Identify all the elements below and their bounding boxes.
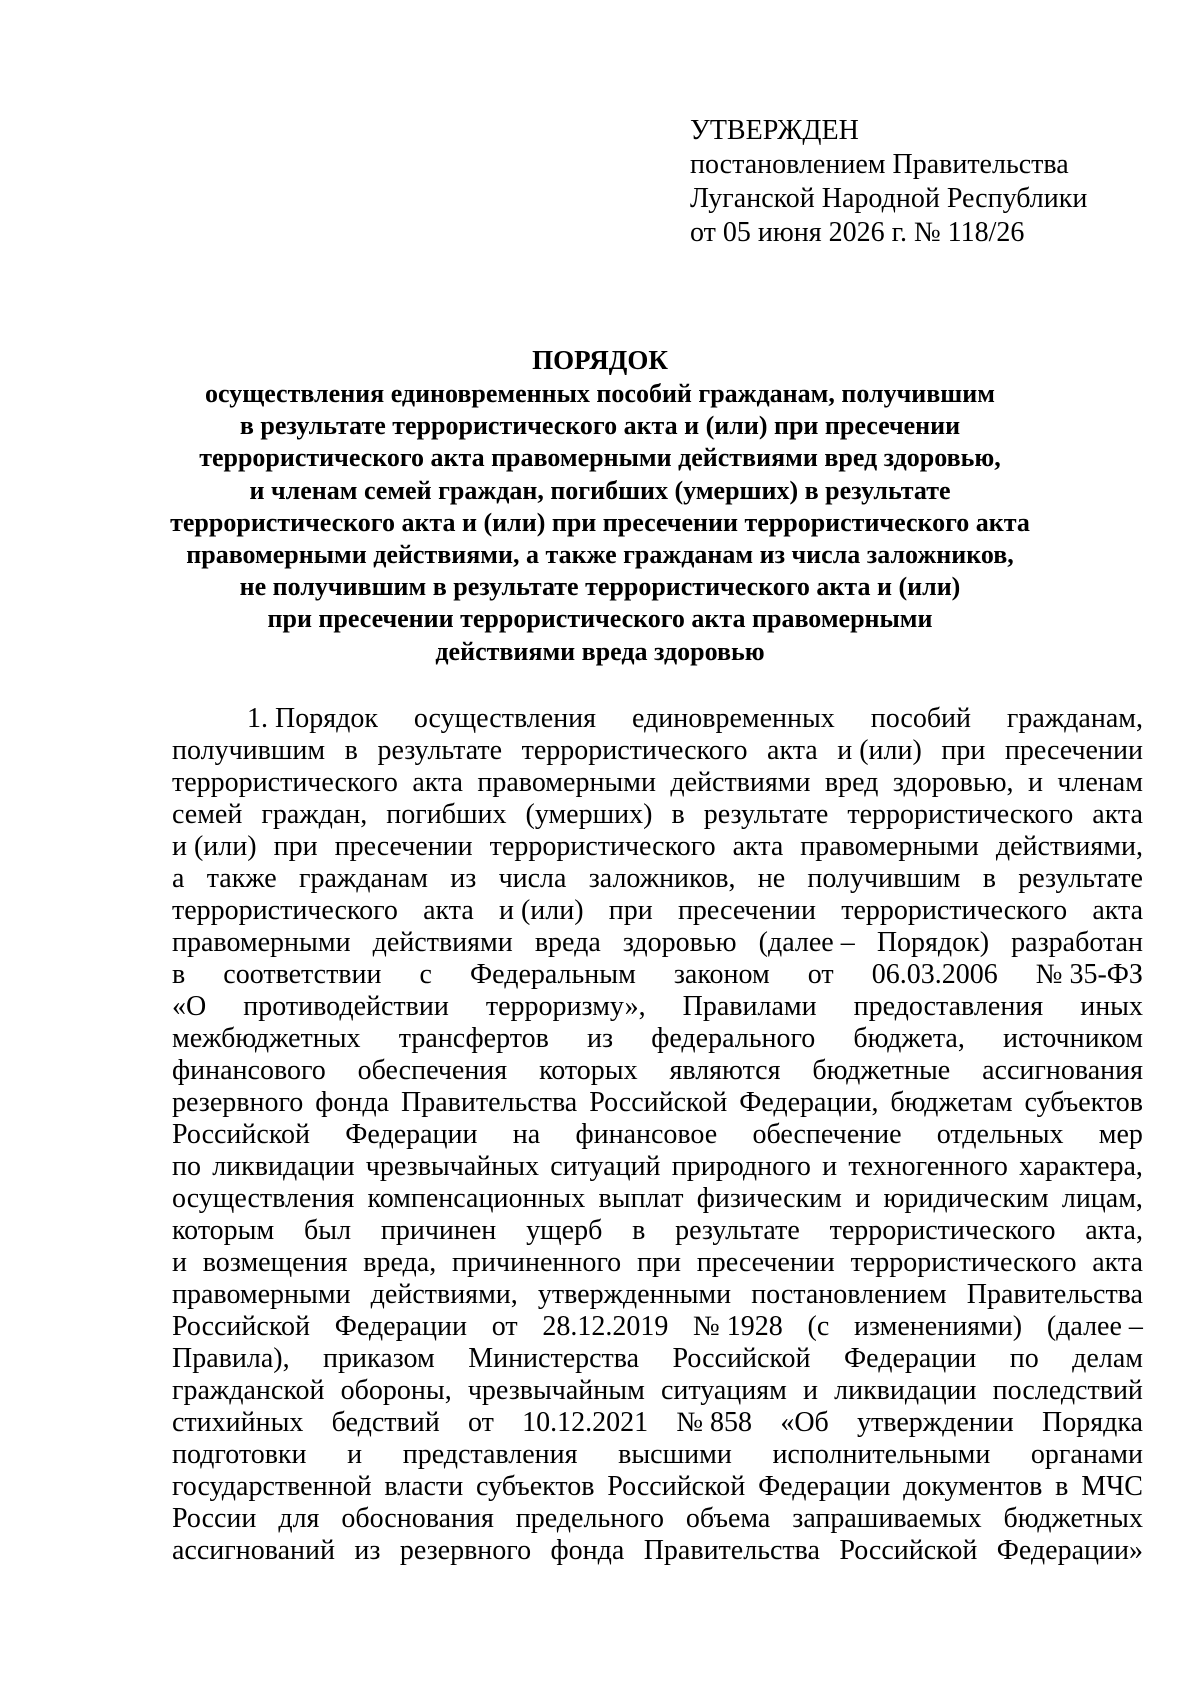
word: стихийных (172, 1407, 304, 1438)
word: при (941, 735, 986, 766)
paragraph-line (172, 1023, 1143, 1055)
word: Федерации (844, 1343, 977, 1374)
title-line: осуществления единовременных пособий гражданам, получившим (205, 379, 995, 408)
word: единовременных (631, 703, 835, 734)
word: Российской (172, 1119, 310, 1150)
word: техногенного (848, 1151, 1008, 1182)
word: подготовки (172, 1439, 307, 1470)
word: (далее – (1046, 1311, 1143, 1342)
word: Правилами (682, 991, 817, 1022)
word: пресечении (696, 1247, 835, 1278)
word: ассигнования (982, 1055, 1143, 1086)
paragraph-line (172, 1439, 1143, 1471)
word: Правительства (643, 1535, 820, 1566)
paragraph-line (172, 927, 1143, 959)
word: юридическим (883, 1183, 1049, 1214)
word: правомерными (477, 767, 656, 798)
word: физическим (696, 1183, 842, 1214)
word: причиненного (451, 1247, 622, 1278)
word: здоровью, (892, 767, 1014, 798)
word: исполнительными (772, 1439, 991, 1470)
title-line: террористического акта правомерными действиями вред здоровью, (199, 443, 1001, 473)
word: причинен (380, 1215, 497, 1246)
word: выплат (598, 1183, 684, 1214)
word: Российской (839, 1535, 978, 1566)
word: 28.12.2019 (542, 1311, 669, 1342)
paragraph-line (172, 1407, 1143, 1439)
word: иных (1080, 991, 1143, 1022)
word: действиями (670, 767, 811, 798)
word: результате (703, 799, 829, 830)
word: Российской (607, 1471, 746, 1502)
word: государственной (172, 1471, 372, 1502)
word: Правительства (401, 1087, 578, 1118)
approval-date-number: от 05 июня 2026 г. № 118/26 (690, 217, 1025, 248)
word: пособий (870, 703, 972, 734)
word: Федерации (758, 1471, 891, 1502)
word: результате (377, 735, 503, 766)
paragraph-line (172, 1343, 1143, 1375)
title-line: при пресечении террористического акта правомерными (267, 604, 933, 634)
paragraph-line (172, 735, 1143, 767)
word: правомерными (172, 1279, 351, 1310)
word: резервного (172, 1087, 304, 1118)
word: утвержденными (537, 1279, 732, 1310)
paragraph-line (172, 703, 1143, 735)
word: пресечении (677, 895, 817, 926)
title-line: террористического акта и (или) при пресечении террористического акта (170, 507, 1030, 537)
word: числа (498, 863, 567, 894)
word: лицам, (1061, 1183, 1143, 1214)
word: соответствии (223, 959, 382, 990)
word: фонда (550, 1535, 625, 1566)
word: граждан, (261, 799, 368, 830)
word: и (или) (837, 735, 922, 766)
word: террористического (172, 767, 398, 798)
paragraph-line (172, 1247, 1143, 1279)
word: бюджетных (1003, 1503, 1143, 1534)
word: фонда (315, 1087, 390, 1118)
word: России (172, 1503, 257, 1534)
paragraph-line (172, 863, 1143, 895)
paragraph-line (172, 1055, 1143, 1087)
word: террористического (489, 831, 716, 862)
paragraph-line (172, 1471, 1143, 1503)
word: Министерства (468, 1343, 640, 1374)
word: осуществления (413, 703, 597, 734)
word: органами (1030, 1439, 1143, 1470)
word: гражданской (172, 1375, 325, 1406)
word: постановлением (751, 1279, 947, 1310)
word: акта (423, 895, 474, 926)
word: и (или) (172, 831, 257, 862)
word: в (1055, 1471, 1069, 1502)
word: результате (675, 1215, 800, 1246)
word: погибших (386, 799, 507, 830)
word: (далее – (758, 927, 855, 958)
word: пресечении (334, 831, 473, 862)
word: являются (669, 1055, 781, 1086)
word: бюджетные (812, 1055, 951, 1086)
word: гражданам, (1006, 703, 1143, 734)
paragraph-line (172, 991, 1143, 1023)
word: субъектов (1024, 1087, 1143, 1118)
word: ситуаций (550, 1151, 661, 1182)
word: бюджетам (890, 1087, 1013, 1118)
word: при (608, 895, 653, 926)
word: осуществления (172, 1183, 355, 1214)
word: в (172, 959, 186, 990)
word: ситуациям (660, 1375, 787, 1406)
word: акта (1092, 895, 1143, 926)
word: которых (539, 1055, 638, 1086)
word: акта (1092, 799, 1143, 830)
word: терроризму», (485, 991, 646, 1022)
word: Российской (672, 1343, 811, 1374)
word: которым (172, 1215, 275, 1246)
paragraph-line (172, 1183, 1143, 1215)
word: от (807, 959, 834, 990)
word: власти (384, 1471, 464, 1502)
word: при (636, 1247, 681, 1278)
title-line: не получившим в результате террористического акта и (или) (239, 572, 961, 602)
word: не (757, 863, 786, 894)
word: а (172, 863, 185, 894)
word: (умерших) (525, 799, 653, 830)
word: межбюджетных (172, 1023, 361, 1054)
approval-heading: УТВЕРЖДЕН (690, 115, 859, 146)
document-title (120, 344, 1080, 668)
paragraph-line (172, 895, 1143, 927)
word: источником (1003, 1023, 1143, 1054)
word: № 1928 (693, 1311, 783, 1342)
word: изменениями) (854, 1311, 1023, 1342)
word: обороны, (340, 1375, 452, 1406)
word: при (273, 831, 318, 862)
word: обеспечения (357, 1055, 508, 1086)
word: Федерации» (996, 1535, 1143, 1566)
word: Российской (589, 1087, 728, 1118)
word: и (1027, 767, 1043, 798)
word: акта (767, 735, 818, 766)
word: последствий (992, 1375, 1143, 1406)
word: запрашиваемых (792, 1503, 982, 1534)
word: в (344, 735, 358, 766)
paragraph-line (172, 1087, 1143, 1119)
word: Правительства (966, 1279, 1143, 1310)
word: действиями, (370, 1279, 518, 1310)
word: бедствий (331, 1407, 440, 1438)
word: резервного (399, 1535, 532, 1566)
word: № 35-ФЗ (1035, 959, 1143, 990)
word: чрезвычайных (365, 1151, 540, 1182)
word: был (304, 1215, 352, 1246)
word: Порядка (1041, 1407, 1143, 1438)
approval-line: постановлением Правительства (690, 149, 1069, 180)
word: акта, (1085, 1215, 1143, 1246)
word: отдельных (936, 1119, 1064, 1150)
word: Федерации, (739, 1087, 879, 1118)
word: и (822, 1151, 838, 1182)
word: финансового (172, 1055, 326, 1086)
word: Федеральным (470, 959, 636, 990)
word: террористического (172, 895, 398, 926)
title-line: правомерными действиями, а также гражданам из числа заложников, (186, 540, 1014, 570)
word: террористического (847, 799, 1074, 830)
word: вред (824, 767, 879, 798)
word: Федерации (334, 1311, 467, 1342)
word: «Об (780, 1407, 829, 1438)
word: мер (1098, 1119, 1143, 1150)
word: результате (1018, 863, 1143, 894)
word: от (467, 1407, 494, 1438)
word: Российской (172, 1311, 310, 1342)
paragraph-line (172, 1215, 1143, 1247)
word: получившим (807, 863, 961, 894)
word: по (172, 1151, 201, 1182)
word: приказом (323, 1343, 435, 1374)
word: и (или) (498, 895, 584, 926)
word: субъектов (476, 1471, 595, 1502)
word: семей (172, 799, 243, 830)
word: действиями (372, 927, 513, 958)
word: федерального (651, 1023, 816, 1054)
word: утверждении (857, 1407, 1014, 1438)
title-line: и членам семей граждан, погибших (умерших) в результате (249, 475, 951, 505)
word: Федерации (345, 1119, 478, 1150)
word: заложников, (588, 863, 736, 894)
word: с (419, 959, 432, 990)
word: и (347, 1439, 363, 1470)
word: делам (1072, 1343, 1143, 1374)
paragraph-line (172, 1119, 1143, 1151)
word: также (206, 863, 277, 894)
title-line: действиями вреда здоровью (435, 636, 765, 666)
word: компенсационных (367, 1183, 586, 1214)
approval-line: Луганской Народной Республики (690, 183, 1088, 214)
word: на (512, 1119, 541, 1150)
word: в (632, 1215, 646, 1246)
word: акта (732, 831, 784, 862)
word: (с (807, 1311, 830, 1342)
word: ущерб (526, 1215, 603, 1246)
paragraph-line (172, 1535, 1143, 1567)
word: ликвидации (834, 1375, 977, 1406)
word: террористического (521, 735, 748, 766)
word: в (671, 799, 685, 830)
word: предельного (515, 1503, 664, 1534)
word: трансфертов (398, 1023, 549, 1054)
word: террористического (829, 1215, 1056, 1246)
paragraph-1 (172, 703, 1143, 1567)
word: 06.03.2006 (871, 959, 998, 990)
word: акта (412, 767, 463, 798)
word: членам (1057, 767, 1143, 798)
word: и (803, 1375, 818, 1406)
word: правомерными (172, 927, 351, 958)
paragraph-line (172, 1151, 1143, 1183)
word: чрезвычайным (467, 1375, 645, 1406)
title-heading: ПОРЯДОК (532, 345, 668, 375)
word: пресечении (1004, 735, 1143, 766)
word: представления (402, 1439, 578, 1470)
word: 1. Порядок (247, 703, 378, 734)
word: финансовое (575, 1119, 718, 1150)
word: разработан (1011, 927, 1143, 958)
word: «О (172, 991, 207, 1022)
word: для (278, 1503, 320, 1534)
word: из (450, 863, 477, 894)
word: характера, (1019, 1151, 1143, 1182)
paragraph-line (172, 767, 1143, 799)
word: природного (671, 1151, 811, 1182)
word: вреда (534, 927, 601, 958)
word: возмещения (202, 1247, 348, 1278)
word: из (354, 1535, 381, 1566)
paragraph-line (172, 831, 1143, 863)
paragraph-line (172, 799, 1143, 831)
word: из (586, 1023, 614, 1054)
word: бюджета, (853, 1023, 965, 1054)
word: № 858 (676, 1407, 753, 1438)
word: террористического (841, 895, 1068, 926)
word: от (491, 1311, 518, 1342)
word: 10.12.2021 (522, 1407, 649, 1438)
word: обеспечение (752, 1119, 902, 1150)
paragraph-line (172, 1279, 1143, 1311)
word: законом (673, 959, 770, 990)
word: получившим (172, 735, 326, 766)
word: правомерными (800, 831, 979, 862)
word: Порядок) (876, 927, 990, 958)
word: террористического (850, 1247, 1077, 1278)
word: по (1009, 1343, 1039, 1374)
word: ликвидации (212, 1151, 355, 1182)
word: вреда, (363, 1247, 437, 1278)
word: Правила), (172, 1343, 290, 1374)
word: МЧС (1081, 1471, 1143, 1502)
paragraph-line (172, 1503, 1143, 1535)
paragraph-line (172, 959, 1143, 991)
paragraph-line (172, 1311, 1143, 1343)
word: в (982, 863, 996, 894)
word: обоснования (341, 1503, 494, 1534)
word: гражданам (298, 863, 429, 894)
word: документов (903, 1471, 1043, 1502)
word: действиями, (995, 831, 1143, 862)
title-line: в результате террористического акта и (или) при пресечении (239, 411, 961, 441)
word: здоровью (622, 927, 737, 958)
word: ассигнований (172, 1535, 335, 1566)
word: акта (1092, 1247, 1143, 1278)
approval-stamp (690, 114, 1087, 250)
word: предоставления (853, 991, 1044, 1022)
word: высшими (618, 1439, 732, 1470)
word: объема (685, 1503, 771, 1534)
paragraph-line (172, 1375, 1143, 1407)
word: и (172, 1247, 187, 1278)
word: противодействии (243, 991, 449, 1022)
word: и (855, 1183, 871, 1214)
